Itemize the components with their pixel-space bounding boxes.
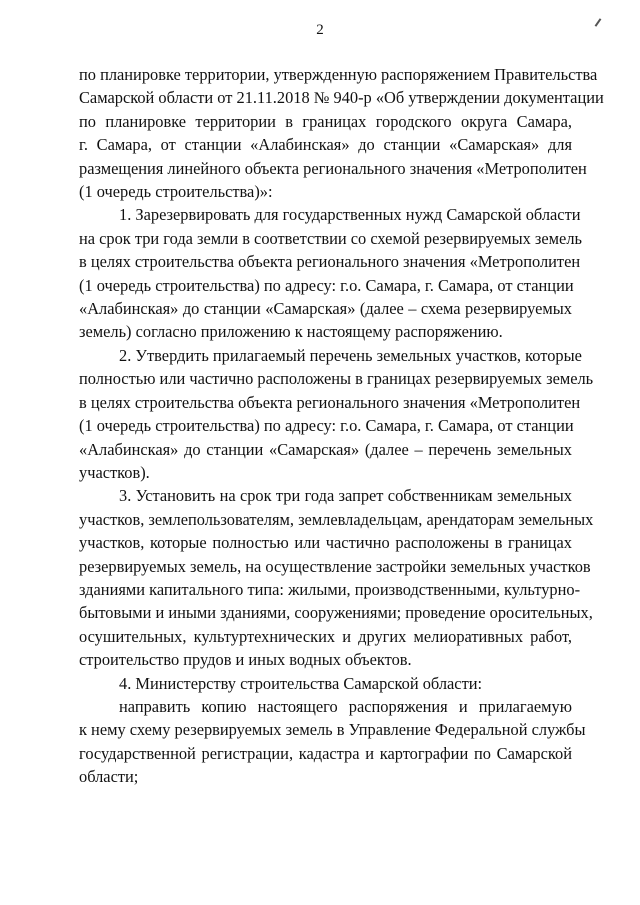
text-line: «Алабинская» до станции «Самарская» (далее – перечень земельных — [79, 439, 572, 459]
text-line: участков). — [79, 462, 150, 482]
text-line: к нему схему резервируемых земель в Управление Федеральной службы — [79, 720, 586, 740]
text-line: резервируемых земель, на осуществление застройки земельных участков — [79, 556, 591, 576]
text-line: «Алабинская» до станции «Самарская» (далее – схема резервируемых — [79, 299, 572, 319]
text-line: 3. Установить на срок три года запрет собственникам земельных — [119, 486, 572, 506]
text-line: г. Самара, от станции «Алабинская» до станции «Самарская» для — [79, 135, 572, 155]
text-line: 2. Утвердить прилагаемый перечень земельных участков, которые — [119, 345, 582, 365]
text-line: по планировке территории в границах городского округа Самара, — [79, 111, 572, 131]
text-line: осушительных, культуртехнических и других мелиоративных работ, — [79, 626, 572, 646]
text-line: размещения линейного объекта регионального значения «Метрополитен — [79, 158, 587, 178]
paragraph-item-4-sub — [79, 695, 586, 789]
text-line: зданиями капитального типа: жилыми, производственными, культурно- — [79, 579, 581, 599]
paragraph-intro — [79, 63, 604, 203]
text-line: направить копию настоящего распоряжения и прилагаемую — [119, 696, 572, 716]
text-line: по планировке территории, утвержденную распоряжением Правительства — [79, 65, 598, 84]
text-line: (1 очередь строительства)»: — [79, 182, 273, 202]
paragraph-item-3 — [79, 484, 594, 671]
text-line: в целях строительства объекта регионального значения «Метрополитен — [79, 392, 581, 412]
text-line: 1. Зарезервировать для государственных нужд Самарской области — [119, 205, 581, 225]
text-line: в целях строительства объекта регионального значения «Метрополитен — [79, 252, 581, 272]
text-line: 4. Министерству строительства Самарской области: — [119, 673, 483, 693]
text-line: бытовыми и иными зданиями, сооружениями; проведение оросительных, — [79, 603, 593, 623]
text-line: участков, которые полностью или частично расположены в границах — [79, 533, 572, 553]
page-number: 2 — [316, 22, 324, 38]
text-line: полностью или частично расположены в границах резервируемых земель — [79, 369, 594, 389]
text-line: земель) согласно приложению к настоящему распоряжению. — [79, 322, 503, 342]
paragraph-item-1 — [79, 203, 582, 343]
text-line: (1 очередь строительства) по адресу: г.о. Самара, г. Самара, от станции — [79, 275, 574, 295]
paragraph-item-4 — [79, 672, 572, 695]
text-line: (1 очередь строительства) по адресу: г.о. Самара, г. Самара, от станции — [79, 416, 574, 436]
paragraph-item-2 — [79, 344, 594, 484]
text-line: строительство прудов и иных водных объектов. — [79, 650, 412, 670]
text-line: области; — [79, 767, 139, 787]
text-line: на срок три года земли в соответствии со схемой резервируемых земель — [79, 228, 582, 248]
text-line: государственной регистрации, кадастра и картографии по Самарской — [79, 743, 572, 763]
document-body — [79, 63, 604, 789]
text-line: участков, землепользователям, землевладельцам, арендаторам земельных — [79, 509, 594, 529]
text-line: Самарской области от 21.11.2018 № 940-р «Об утверждении документации — [79, 88, 604, 108]
